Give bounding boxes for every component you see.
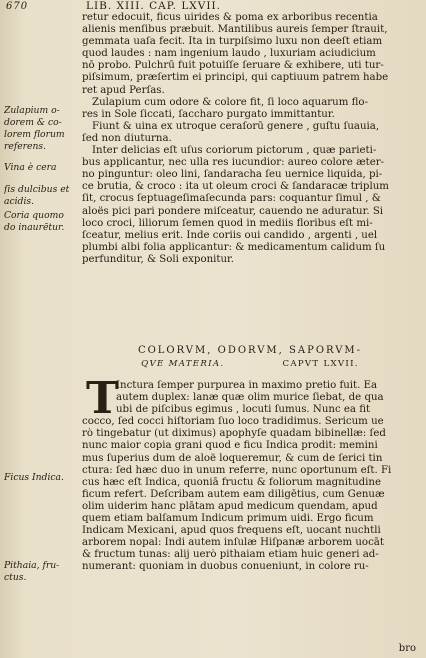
margin-note: Coria quomo — [4, 210, 64, 221]
text-line: Zulapium cum odore & colore fit, ſi loco aquarum flo- — [92, 96, 369, 108]
text-line: ubi de piſcibus egimus , locuti ſumus. Nunc ea fit — [116, 404, 371, 416]
text-line: arborem nopal: Indi autem inſulæ Hiſpanæ arborem uocāt — [82, 537, 384, 549]
text-line: nō probo. Pulchrū fuit potuiſſe ſeruare & exhibere, uti tur- — [82, 60, 384, 72]
section-subtitle-row — [82, 359, 418, 369]
text-line: quod laudes : nam ingenium laudo , luxuriam aciudicium — [82, 48, 376, 60]
body-text-block-2 — [82, 373, 418, 574]
margin-note: dorem & co- — [4, 117, 62, 128]
margin-note: lorem florum — [4, 129, 65, 140]
text-line: ret apud Perſas. — [82, 84, 165, 96]
text-line: Indicam Mexicani, apud quos frequens eſt, uocant nuchtli — [82, 525, 381, 537]
text-line: numerant: quoniam in duobus conueniunt, in colore ru- — [82, 561, 369, 573]
text-line: ſit, crocus ſeptuageſimaſecunda pars: coquantur ſimul , & — [82, 193, 381, 205]
text-line: Fiunt & uina ex utroque ceraſorū genere , guſtu ſuauia, — [92, 120, 380, 132]
text-line: aloës pici pari pondere miſceatur, cauendo ne aduratur. Si — [82, 205, 384, 217]
text-line: nunc maior copia grani quod e ficu Indica prodit: memini — [82, 440, 378, 452]
text-line: bus applicantur, nec ulla res iucundior: aureo colore æter- — [82, 157, 385, 169]
text-line: no pinguntur: oleo lini, ſandaracha ſeu uernice liquida, pi- — [82, 169, 383, 181]
text-line: olim uiderim hanc plātam apud medicum quendam, apud — [82, 500, 378, 512]
text-line: Inctura ſemper purpurea in maximo pretio fuit. Ea — [116, 380, 378, 391]
margin-note: referens. — [4, 141, 47, 152]
text-line: rò tingebatur (ut diximus) apophyſe quadam bibinellæ: ſed — [82, 428, 386, 440]
text-line: quem etiam balſamum Indicum primum uidi. Ergo ficum — [82, 513, 374, 525]
text-line: loco croci, liliorum ſemen quod in mediis floribus eſt mi- — [82, 217, 373, 229]
text-line: cocco, ſed cocci hiſtoriam ſuo loco tradidimus. Sericum ue — [82, 416, 384, 428]
text-line: piſsimum, præſertim ei principi, qui captiuum patrem habe — [82, 72, 389, 84]
margin-note: Ficus Indica. — [4, 472, 64, 483]
text-line: ſed non diuturna. — [82, 132, 172, 144]
text-line: ctura: ſed hæc duo in unum referre, nunc oportunum eſt. Fi — [82, 464, 392, 476]
drop-cap: T — [86, 373, 119, 424]
chapter-label: CAPVT LXVII. — [282, 359, 359, 369]
section-title: COLORVM, ODORVM, SAPORVM- — [137, 345, 363, 356]
page-number: 670 — [6, 1, 29, 12]
text-line: alienis menſibus præbuit. Mantilibus aureis ſemper ſtrauit, — [82, 24, 388, 36]
text-line: plumbi albi folia applicantur: & medicamentum calidum ſu — [82, 241, 386, 253]
text-line: & fructum tunas: alij uerò pithaiam etiam huic generi ad- — [82, 549, 379, 561]
margin-note: Pithaia, fru- — [4, 560, 60, 571]
text-line: ſceatur, melius erit. Inde coriis oui candido , argenti , uel — [82, 229, 378, 241]
text-line: cus hæc eſt Indica, quoniā fructu & foliorum magnitudine — [82, 476, 382, 488]
text-line: ficum refert. Deſcribam autem eam diligētius, cum Genuæ — [82, 488, 385, 500]
margin-note: acidis. — [4, 196, 35, 207]
catchword: bro — [398, 643, 416, 654]
margin-note: ctus. — [4, 572, 27, 583]
margin-note: do inaurētur. — [4, 222, 65, 233]
margin-note: Zulapium o- — [4, 105, 60, 116]
margin-note: Vina è cera — [4, 162, 57, 173]
body-text-block-1 — [82, 12, 418, 266]
text-line: gemmata uaſa fecit. Ita in turpiſsimo luxu non deeſt etiam — [82, 36, 383, 48]
text-line: mus ſuperius dum de aloë loqueremur, & cum de ſerici tin — [82, 452, 383, 464]
running-head: LIB. XIII. CAP. LXVII. — [86, 0, 221, 12]
text-line: ce brutia, & croco : ita ut oleum croci & ſandaracæ triplum — [82, 181, 389, 193]
margin-note: ſis dulcibus et — [4, 184, 70, 195]
text-line: Inter delicias eſt uſus coriorum pictorum , quæ parieti- — [92, 145, 377, 157]
text-line: autem duplex: lanæ quæ olim murice ſiebat, de qua — [116, 392, 384, 404]
text-line: perfunditur, & Soli exponitur. — [82, 253, 235, 265]
text-line: res in Sole ſiccati, ſaccharo purgato immittantur. — [82, 108, 335, 120]
section-subtitle: QVE MATERIA. — [141, 359, 225, 369]
text-line: retur edocuit, ficus uirides & poma ex arboribus recentia — [82, 12, 378, 23]
